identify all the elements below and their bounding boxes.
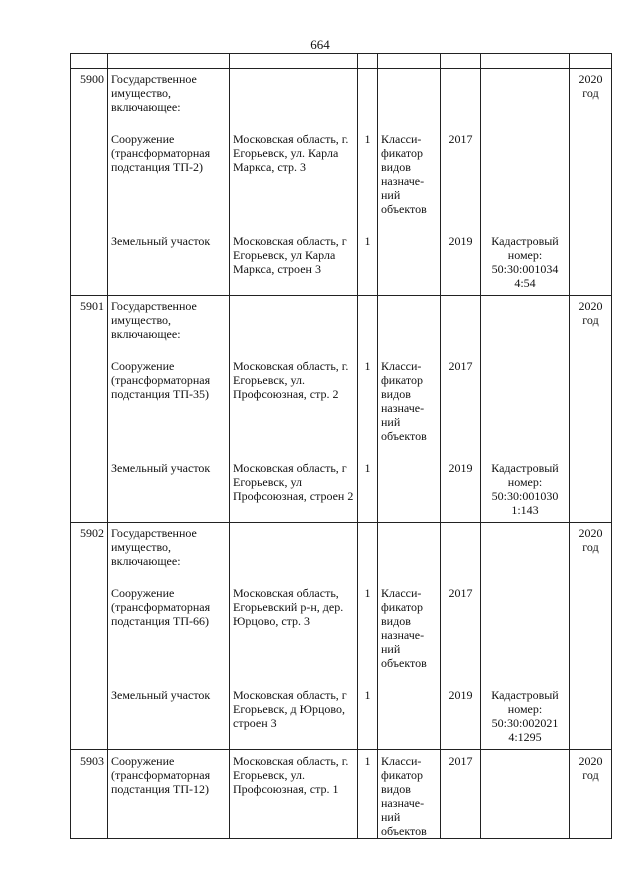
plan-year: 2020 год [570, 750, 612, 839]
page-number: 664 [310, 37, 330, 52]
table-row [71, 296, 612, 358]
object-count: 1 [358, 357, 378, 459]
object-count: 1 [358, 459, 378, 523]
object-name: Сооружение (трансформаторная подстанция ТП-66) [108, 584, 230, 686]
plan-year: 2020 год [570, 69, 612, 296]
object-classifier: Класси- фикатор видов назначе- ний объектов [378, 130, 441, 232]
object-year: 2017 [441, 584, 481, 686]
object-year: 2017 [441, 357, 481, 459]
table-row [71, 459, 612, 523]
object-year: 2019 [441, 686, 481, 750]
object-count: 1 [358, 686, 378, 750]
row-number: 5903 [71, 750, 108, 839]
plan-year: 2020 год [570, 296, 612, 523]
object-address: Московская область, г. Егорьевск, ул. Карла Маркса, стр. 3 [230, 130, 358, 232]
table-row [71, 357, 612, 459]
object-year: 2017 [441, 750, 481, 839]
object-classifier [378, 686, 441, 750]
row-number: 5901 [71, 296, 108, 523]
table-row [71, 523, 612, 585]
row-number: 5902 [71, 523, 108, 750]
object-year: 2019 [441, 459, 481, 523]
property-table [70, 53, 612, 839]
table-header-strip [71, 54, 612, 69]
table-row [71, 686, 612, 750]
table-row [71, 232, 612, 296]
object-classifier: Класси- фикатор видов назначе- ний объектов [378, 750, 441, 839]
object-name: Земельный участок [108, 232, 230, 296]
object-address: Московская область, г Егорьевск, ул Профсоюзная, строен 2 [230, 459, 358, 523]
object-count: 1 [358, 130, 378, 232]
table-row [71, 69, 612, 131]
object-name: Земельный участок [108, 686, 230, 750]
object-classifier: Класси- фикатор видов назначе- ний объектов [378, 357, 441, 459]
object-year: 2019 [441, 232, 481, 296]
object-note [481, 130, 570, 232]
object-address: Московская область, г Егорьевск, д Юрцово, строен 3 [230, 686, 358, 750]
object-classifier: Класси- фикатор видов назначе- ний объектов [378, 584, 441, 686]
object-name: Сооружение (трансформаторная подстанция ТП-2) [108, 130, 230, 232]
row-number: 5900 [71, 69, 108, 296]
object-name: Сооружение (трансформаторная подстанция ТП-12) [108, 750, 230, 839]
object-classifier [378, 232, 441, 296]
object-name: Сооружение (трансформаторная подстанция ТП-35) [108, 357, 230, 459]
cadastral-number: Кадастровый номер: 50:30:001030 1:143 [481, 459, 570, 523]
table-row [71, 130, 612, 232]
object-address: Московская область, г. Егорьевск, ул. Профсоюзная, стр. 2 [230, 357, 358, 459]
object-count: 1 [358, 584, 378, 686]
plan-year: 2020 год [570, 523, 612, 750]
object-count: 1 [358, 750, 378, 839]
object-address: Московская область, Егорьевский р-н, дер. Юрцово, стр. 3 [230, 584, 358, 686]
object-note [481, 584, 570, 686]
object-note [481, 750, 570, 839]
table-row [71, 584, 612, 686]
table-row [71, 750, 612, 839]
object-name: Земельный участок [108, 459, 230, 523]
group-title: Государственное имущество, включающее: [108, 69, 230, 131]
cadastral-number: Кадастровый номер: 50:30:002021 4:1295 [481, 686, 570, 750]
object-note [481, 357, 570, 459]
object-year: 2017 [441, 130, 481, 232]
group-title: Государственное имущество, включающее: [108, 296, 230, 358]
cadastral-number: Кадастровый номер: 50:30:001034 4:54 [481, 232, 570, 296]
object-count: 1 [358, 232, 378, 296]
group-title: Государственное имущество, включающее: [108, 523, 230, 585]
object-address: Московская область, г Егорьевск, ул Карла Маркса, строен 3 [230, 232, 358, 296]
object-address: Московская область, г. Егорьевск, ул. Профсоюзная, стр. 1 [230, 750, 358, 839]
object-classifier [378, 459, 441, 523]
